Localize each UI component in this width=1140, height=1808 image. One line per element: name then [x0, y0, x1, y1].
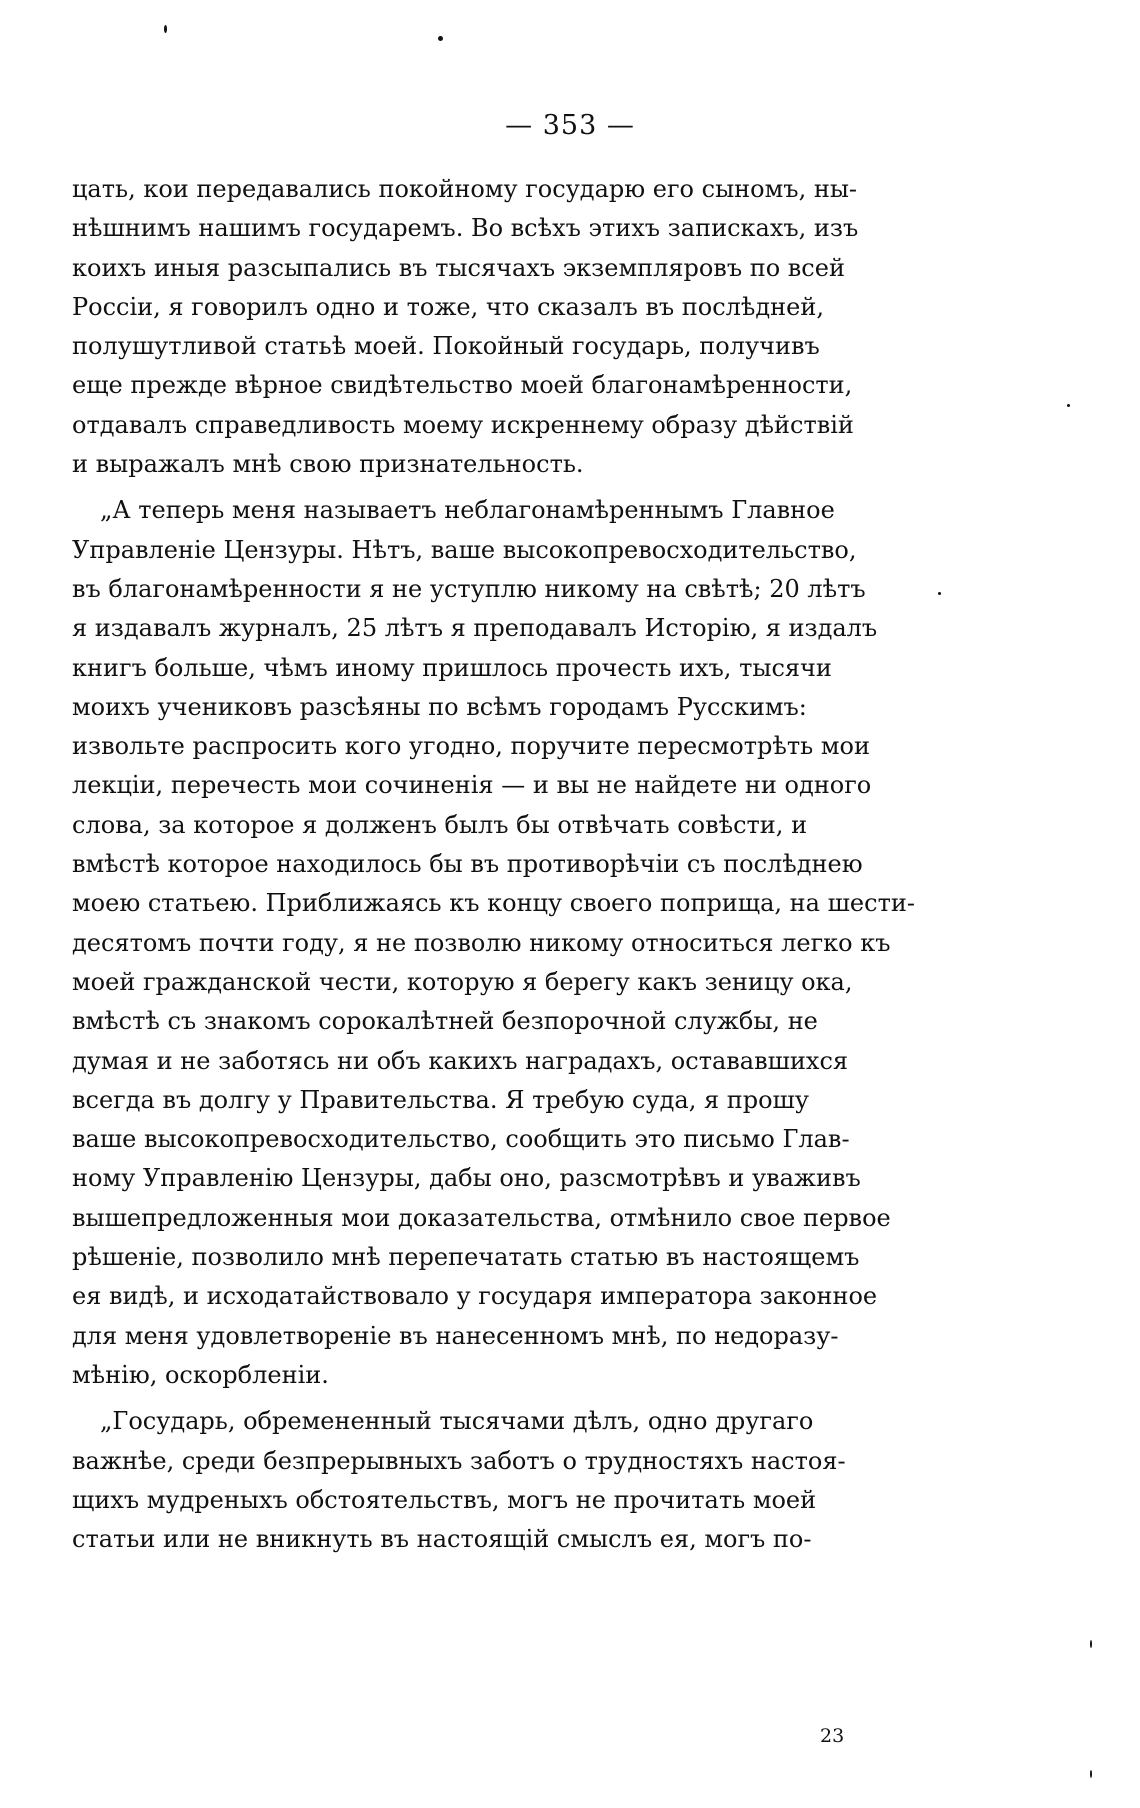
text-line: „А теперь меня называетъ неблагонамѣреннымъ Главное: [100, 496, 835, 525]
text-line: слова, за которое я долженъ былъ бы отвѣчать совѣсти, и: [72, 810, 808, 839]
text-line: Управленіе Цензуры. Нѣтъ, ваше высокопревосходительство,: [72, 535, 857, 564]
text-line: нѣшнимъ нашимъ государемъ. Во всѣхъ этихъ запискахъ, изъ: [72, 214, 859, 243]
text-line: коихъ иныя разсыпались въ тысячахъ экземпляровъ по всей: [72, 253, 845, 282]
text-line: полушутливой статьѣ моей. Покойный государь, получивъ: [72, 332, 820, 361]
text-line: лекціи, перечесть мои сочиненія — и вы не найдете ни одного: [72, 771, 872, 800]
paragraph-2: [72, 491, 927, 1395]
printer-signature-mark: 23: [820, 1725, 845, 1747]
text-line: Россіи, я говорилъ одно и тоже, что сказалъ въ послѣдней,: [72, 292, 824, 321]
text-line: моихъ учениковъ разсѣяны по всѣмъ городамъ Русскимъ:: [72, 692, 807, 721]
page-number-header: — 353 —: [505, 110, 635, 141]
text-line: въ благонамѣренности я не уступлю никому на свѣтѣ; 20 лѣтъ: [72, 574, 866, 603]
text-line: вмѣстѣ съ знакомъ сорокалѣтней безпорочной службы, не: [72, 1007, 818, 1036]
text-line: цать, кои передавались покойному государю его сыномъ, ны-: [72, 175, 858, 203]
text-line: отдавалъ справедливость моему искреннему образу дѣйствій: [72, 410, 854, 439]
text-line: вмѣстѣ которое находилось бы въ противорѣчіи съ послѣднею: [72, 850, 863, 879]
text-line: моей гражданской чести, которую я берегу какъ зеницу ока,: [72, 967, 853, 996]
paragraph-3: [72, 1402, 927, 1559]
text-line: моею статьею. Приближаясь къ концу своего поприща, на шести-: [72, 889, 915, 918]
scan-speck: [1090, 1770, 1092, 1778]
text-line: ваше высокопревосходительство, сообщить это письмо Глав-: [72, 1125, 850, 1154]
scan-speck: [438, 36, 443, 41]
text-line: „Государь, обремененный тысячами дѣлъ, одно другаго: [100, 1407, 814, 1436]
text-line: ному Управленію Цензуры, дабы оно, разсмотрѣвъ и уваживъ: [72, 1164, 861, 1193]
scan-speck: [164, 25, 167, 33]
text-line: важнѣе, среди безпрерывныхъ заботъ о трудностяхъ настоя-: [72, 1446, 846, 1475]
text-line: думая и не заботясь ни объ какихъ наградахъ, остававшихся: [72, 1046, 849, 1075]
scan-speck: [1067, 404, 1070, 407]
text-line: статьи или не вникнуть въ настоящій смыслъ ея, могъ по-: [72, 1525, 812, 1554]
paragraph-1: [72, 170, 927, 484]
text-line: извольте распросить кого угодно, поручите пересмотрѣть мои: [72, 732, 870, 761]
text-line: для меня удовлетвореніе въ нанесенномъ мнѣ, по недоразу-: [72, 1321, 839, 1350]
text-line: я издавалъ журналъ, 25 лѣтъ я преподавалъ Исторію, я издалъ: [72, 614, 878, 643]
text-line: мѣнію, оскорбленіи.: [72, 1360, 329, 1389]
text-line: ея видѣ, и исходатайствовало у государя императора законное: [72, 1282, 878, 1311]
text-line: книгъ больше, чѣмъ иному пришлось прочесть ихъ, тысячи: [72, 653, 832, 682]
text-line: вышепредложенныя мои доказательства, отмѣнило свое первое: [72, 1203, 891, 1232]
scan-speck: [1090, 1640, 1092, 1648]
document-body: [72, 170, 927, 1559]
text-line: рѣшеніе, позволило мнѣ перепечатать статью въ настоящемъ: [72, 1243, 860, 1272]
text-line: десятомъ почти году, я не позволю никому относиться легко къ: [72, 928, 891, 957]
text-line: щихъ мудреныхъ обстоятельствъ, могъ не прочитать моей: [72, 1485, 817, 1514]
text-line: и выражалъ мнѣ свою признательность.: [72, 450, 584, 479]
text-line: еще прежде вѣрное свидѣтельство моей благонамѣренности,: [72, 371, 853, 400]
scan-speck: [938, 592, 941, 595]
text-line: всегда въ долгу у Правительства. Я требую суда, я прошу: [72, 1085, 809, 1114]
